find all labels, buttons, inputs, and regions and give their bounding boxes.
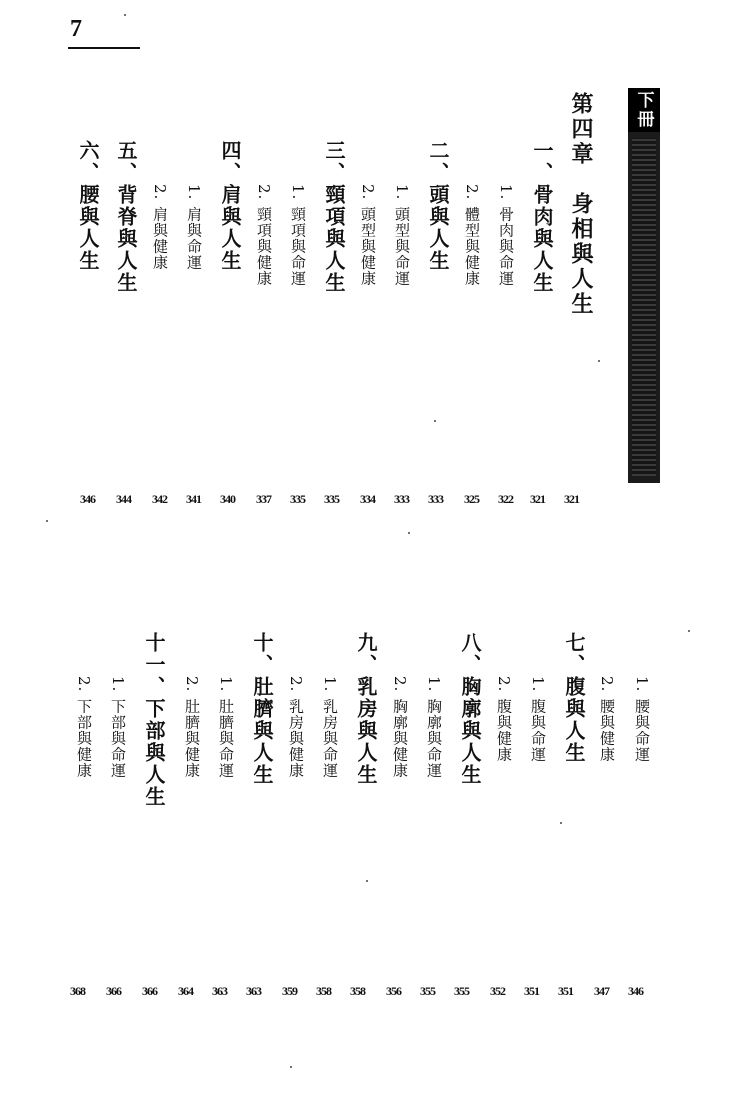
page-ref: 346 xyxy=(80,492,95,506)
page-ref: 359 xyxy=(282,984,297,998)
scan-speck xyxy=(366,880,368,882)
toc-entry-sub: 1. 頭型與命運 xyxy=(393,184,411,287)
page-ref: 363 xyxy=(246,984,261,998)
toc-entry-section: 七、腹與人生 xyxy=(562,632,586,764)
toc-entry-sub: 2. 肚臍與健康 xyxy=(183,676,201,779)
scan-speck xyxy=(124,14,126,16)
toc-entry-section: 十、肚臍與人生 xyxy=(250,632,274,786)
page-ref: 344 xyxy=(116,492,131,506)
page-ref: 356 xyxy=(386,984,401,998)
page-ref: 333 xyxy=(394,492,409,506)
scan-speck xyxy=(408,532,410,534)
chapter-title: 第四章 身相與人生 xyxy=(568,92,594,317)
toc-entry-sub: 2. 頸項與健康 xyxy=(255,184,273,287)
toc-entry-section: 二、頭與人生 xyxy=(426,140,450,272)
page-ref: 321 xyxy=(564,492,579,506)
page-ref: 363 xyxy=(212,984,227,998)
scan-speck xyxy=(434,420,436,422)
scan-speck xyxy=(560,822,562,824)
toc-entry-sub: 1. 胸廓與命運 xyxy=(425,676,443,779)
scan-speck xyxy=(688,630,690,632)
page-ref: 347 xyxy=(594,984,609,998)
page-ref: 358 xyxy=(316,984,331,998)
toc-entry-sub: 1. 肚臍與命運 xyxy=(217,676,235,779)
toc-entry-sub: 2. 體型與健康 xyxy=(463,184,481,287)
page-ref: 335 xyxy=(290,492,305,506)
page-ref: 364 xyxy=(178,984,193,998)
toc-entry-sub: 1. 肩與命運 xyxy=(185,184,203,271)
toc-entry-section: 八、胸廓與人生 xyxy=(458,632,482,786)
banner-texture xyxy=(632,138,656,476)
toc-entry-section: 一、骨肉與人生 xyxy=(530,140,554,294)
page-ref: 322 xyxy=(498,492,513,506)
toc-entry-sub: 2. 下部與健康 xyxy=(75,676,93,779)
toc-entry-sub: 2. 腹與健康 xyxy=(495,676,513,763)
page-ref: 342 xyxy=(152,492,167,506)
scan-speck xyxy=(290,1066,292,1068)
toc-entry-sub: 1. 腰與命運 xyxy=(633,676,651,763)
page-ref: 341 xyxy=(186,492,201,506)
toc-entry-sub: 1. 骨肉與命運 xyxy=(497,184,515,287)
page-ref: 368 xyxy=(70,984,85,998)
toc-entry-section: 十一、下部與人生 xyxy=(142,632,166,808)
toc-entry-section: 九、乳房與人生 xyxy=(354,632,378,786)
volume-label: 下冊 xyxy=(628,88,660,132)
scan-speck xyxy=(598,360,600,362)
volume-banner xyxy=(628,88,660,483)
page-number-rule xyxy=(68,47,140,49)
page-ref: 366 xyxy=(142,984,157,998)
toc-entry-section: 六、腰與人生 xyxy=(76,140,100,272)
toc-entry-section: 五、背脊與人生 xyxy=(114,140,138,294)
toc-entry-sub: 2. 腰與健康 xyxy=(598,676,616,763)
page-ref: 333 xyxy=(428,492,443,506)
toc-entry-sub: 2. 肩與健康 xyxy=(151,184,169,271)
page-ref: 337 xyxy=(256,492,271,506)
scan-speck xyxy=(46,520,48,522)
toc-entry-sub: 1. 下部與命運 xyxy=(109,676,127,779)
page-ref: 346 xyxy=(628,984,643,998)
toc-entry-sub: 1. 頸項與命運 xyxy=(289,184,307,287)
page-ref: 335 xyxy=(324,492,339,506)
toc-entry-sub: 2. 胸廓與健康 xyxy=(391,676,409,779)
toc-entry-sub: 1. 腹與命運 xyxy=(529,676,547,763)
toc-entry-sub: 1. 乳房與命運 xyxy=(321,676,339,779)
page-ref: 351 xyxy=(558,984,573,998)
page-ref: 334 xyxy=(360,492,375,506)
page-ref: 366 xyxy=(106,984,121,998)
page-ref: 358 xyxy=(350,984,365,998)
page-ref: 340 xyxy=(220,492,235,506)
toc-entry-section: 三、頸項與人生 xyxy=(322,140,346,294)
page-ref: 351 xyxy=(524,984,539,998)
page-ref: 321 xyxy=(530,492,545,506)
toc-entry-section: 四、肩與人生 xyxy=(218,140,242,272)
toc-entry-sub: 2. 乳房與健康 xyxy=(287,676,305,779)
page-ref: 325 xyxy=(464,492,479,506)
page-number: 7 xyxy=(70,16,82,42)
page-ref: 352 xyxy=(490,984,505,998)
toc-entry-sub: 2. 頭型與健康 xyxy=(359,184,377,287)
page-ref: 355 xyxy=(454,984,469,998)
page-ref: 355 xyxy=(420,984,435,998)
